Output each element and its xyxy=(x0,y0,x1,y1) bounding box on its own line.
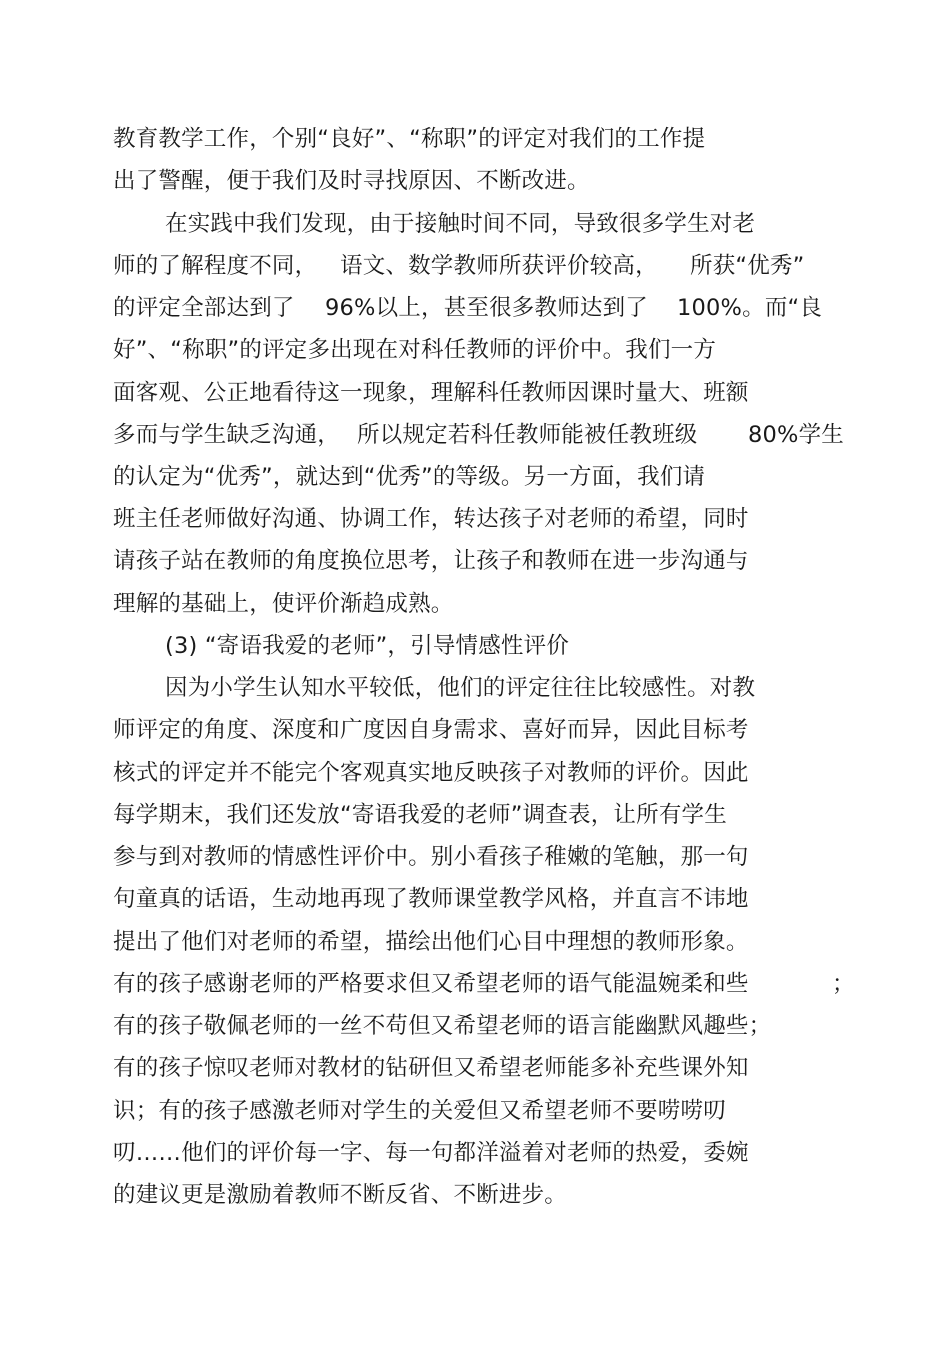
text-line: 识；有的孩子感激老师对学生的关爱但又希望老师不要唠唠叨 xyxy=(113,1098,726,1124)
text-line: 有的孩子感谢老师的严格要求但又希望老师的语气能温婉柔和些 xyxy=(113,971,749,997)
text-line: 的建议更是激励着教师不断反省、不断进步。 xyxy=(113,1182,568,1208)
text-line: 核式的评定并不能完个客观真实地反映孩子对教师的评价。因此 xyxy=(113,760,749,786)
section-heading: (3) “寄语我爱的老师”，引导情感性评价 xyxy=(165,633,570,659)
text-line: 有的孩子敬佩老师的一丝不苟但又希望老师的语言能幽默风趣些； xyxy=(113,1013,772,1039)
text-line: 100%。而“良 xyxy=(677,295,823,321)
text-line: 面客观、公正地看待这一现象，理解科任教师因课时量大、班额 xyxy=(113,380,749,406)
text-line: 师评定的角度、深度和广度因自身需求、喜好而异，因此目标考 xyxy=(113,717,749,743)
text-line: 理解的基础上，使评价渐趋成熟。 xyxy=(113,591,454,617)
text-line: 请孩子站在教师的角度换位思考，让孩子和教师在进一步沟通与 xyxy=(113,548,749,574)
text-line: 好”、“称职”的评定多出现在对科任教师的评价中。我们一方 xyxy=(113,337,717,363)
text-line: 所以规定若科任教师能被任教班级 xyxy=(357,422,698,448)
text-line: 师的了解程度不同， xyxy=(113,253,318,279)
text-line: 有的孩子惊叹老师对教材的钻研但又希望老师能多补充些课外知 xyxy=(113,1055,749,1081)
text-line: 的评定全部达到了 xyxy=(113,295,295,321)
text-line: 每学期末，我们还发放“寄语我爱的老师”调查表，让所有学生 xyxy=(113,802,727,828)
text-line: 96%以上，甚至很多教师达到了 xyxy=(325,295,649,321)
text-line: 的认定为“优秀”，就达到“优秀”的等级。另一方面，我们请 xyxy=(113,464,706,490)
text-line: 提出了他们对老师的希望，描绘出他们心目中理想的教师形象。 xyxy=(113,929,749,955)
text-line: 多而与学生缺乏沟通， xyxy=(113,422,341,448)
text-line: 教育教学工作，个别“良好”、“称职”的评定对我们的工作提 xyxy=(113,126,706,152)
text-line: 在实践中我们发现，由于接触时间不同，导致很多学生对老 xyxy=(165,211,756,237)
text-line: 80%学生 xyxy=(748,422,845,448)
text-line: 班主任老师做好沟通、协调工作，转达孩子对老师的希望，同时 xyxy=(113,506,749,532)
text-line: 出了警醒，便于我们及时寻找原因、不断改进。 xyxy=(113,168,590,194)
text-line: 句童真的话语，生动地再现了教师课堂教学风格，并直言不讳地 xyxy=(113,886,749,912)
text-line: 叨……他们的评价每一字、每一句都洋溢着对老师的热爱，委婉 xyxy=(113,1140,749,1166)
text-line: ； xyxy=(832,971,855,997)
text-line: 参与到对教师的情感性评价中。别小看孩子稚嫩的笔触，那一句 xyxy=(113,844,749,870)
text-line: 语文、数学教师所获评价较高， xyxy=(340,253,658,279)
text-line: 所获“优秀” xyxy=(690,253,805,279)
text-line: 因为小学生认知水平较低，他们的评定往往比较感性。对教 xyxy=(165,675,756,701)
